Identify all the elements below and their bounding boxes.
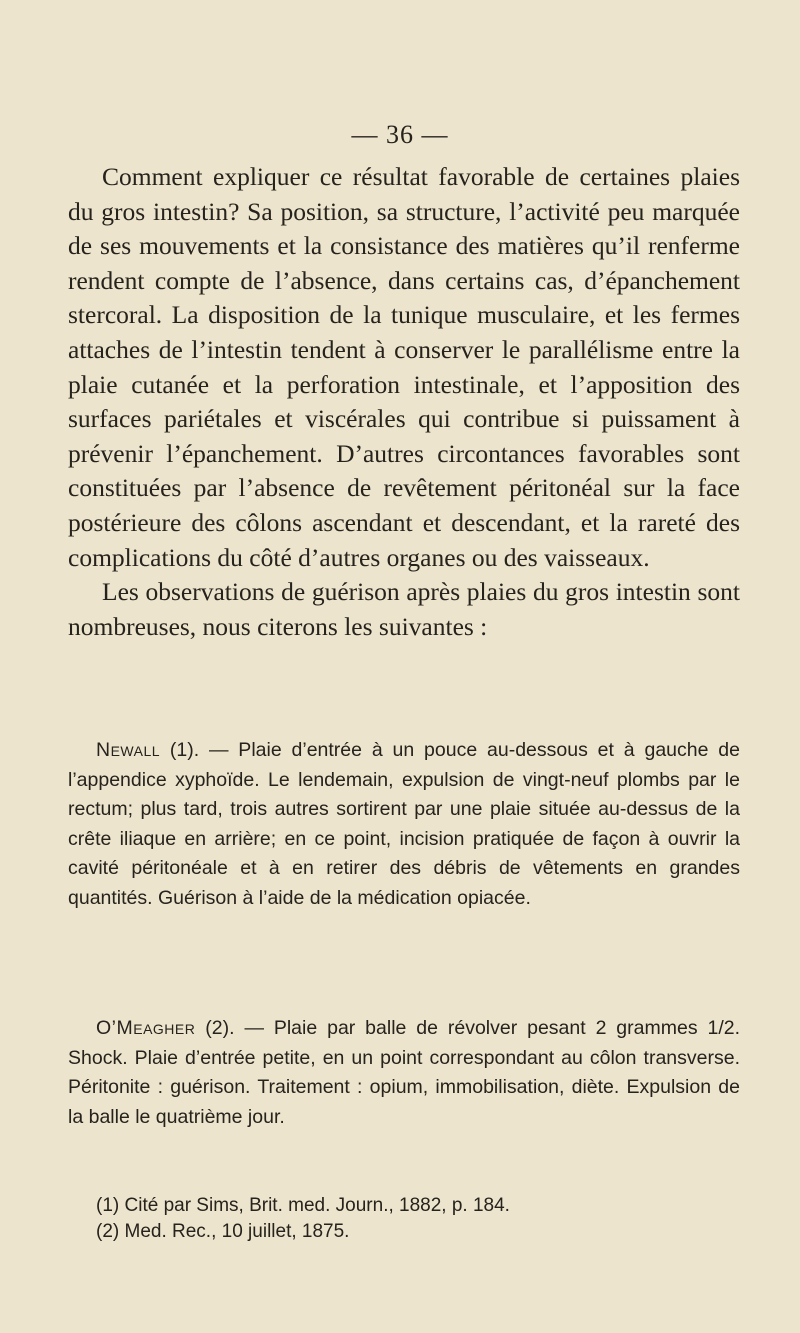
case-observation — [68, 1014, 740, 1132]
footnote-ref: (1). — [169, 739, 200, 761]
footnote-ref: (2). — [205, 1017, 235, 1039]
footnote: (1) Cité par Sims, Brit. med. Journ., 1882, p. 184. — [96, 1195, 510, 1216]
page-number: — 36 — — [351, 120, 449, 149]
case-paragraph — [68, 1014, 740, 1132]
footnotes — [68, 1193, 740, 1245]
case-paragraph — [68, 736, 740, 913]
main-text — [68, 160, 740, 644]
paragraph: Comment expliquer ce résultat favorable de certaines plaies du gros intestin? Sa position, sa structure, l’activité peu marquée de ses mouvements et la consistance des matières qu’il renferme rendent compte de l’absence, dans certains cas, d’épanchement stercoral. La disposition de la tunique musculaire, et les fermes attaches de l’intestin tendent à conserver le parallélisme entre la plaie cutanée et la perforation intestinale, et l’apposition des surfaces pariétales et viscérales qui contribue si puissament à prévenir l’épanchement. D’autres circontances favorables sont constituées par l’absence de revêtement péritonéal sur la face postérieure des côlons ascendant et descendant, et la rareté des complications du côté d’autres organes ou des vaisseaux. — [68, 162, 740, 572]
case-author: O’Meagher — [96, 1017, 196, 1039]
case-author: Newall — [96, 739, 161, 761]
case-text: — Plaie d’entrée à un pouce au-dessous et à gauche de l’appendice xyphoïde. Le lendemain, expulsion de vingt-neuf plombs par le rectum; plus tard, trois autres sortirent par une plaie située au-dessus de la crête iliaque en arrière; en ce point, incision pratiquée de façon à ouvrir la cavité péritonéale et à en retirer des débris de vêtements en grandes quantités. Guérison à l’aide de la médication opiacée. — [68, 739, 740, 909]
case-observation — [68, 736, 740, 913]
footnote: (2) Med. Rec., 10 juillet, 1875. — [96, 1221, 350, 1242]
case-text: — Plaie par balle de révolver pesant 2 grammes 1/2. Shock. Plaie d’entrée petite, en un point correspondant au côlon transverse. Péritonite : guérison. Traitement : opium, immobilisation, diète. Expulsion de la balle le quatrième jour. — [68, 1017, 741, 1128]
paragraph: Les observations de guérison après plaies du gros intestin sont nombreuses, nous citerons les suivantes : — [68, 577, 740, 641]
